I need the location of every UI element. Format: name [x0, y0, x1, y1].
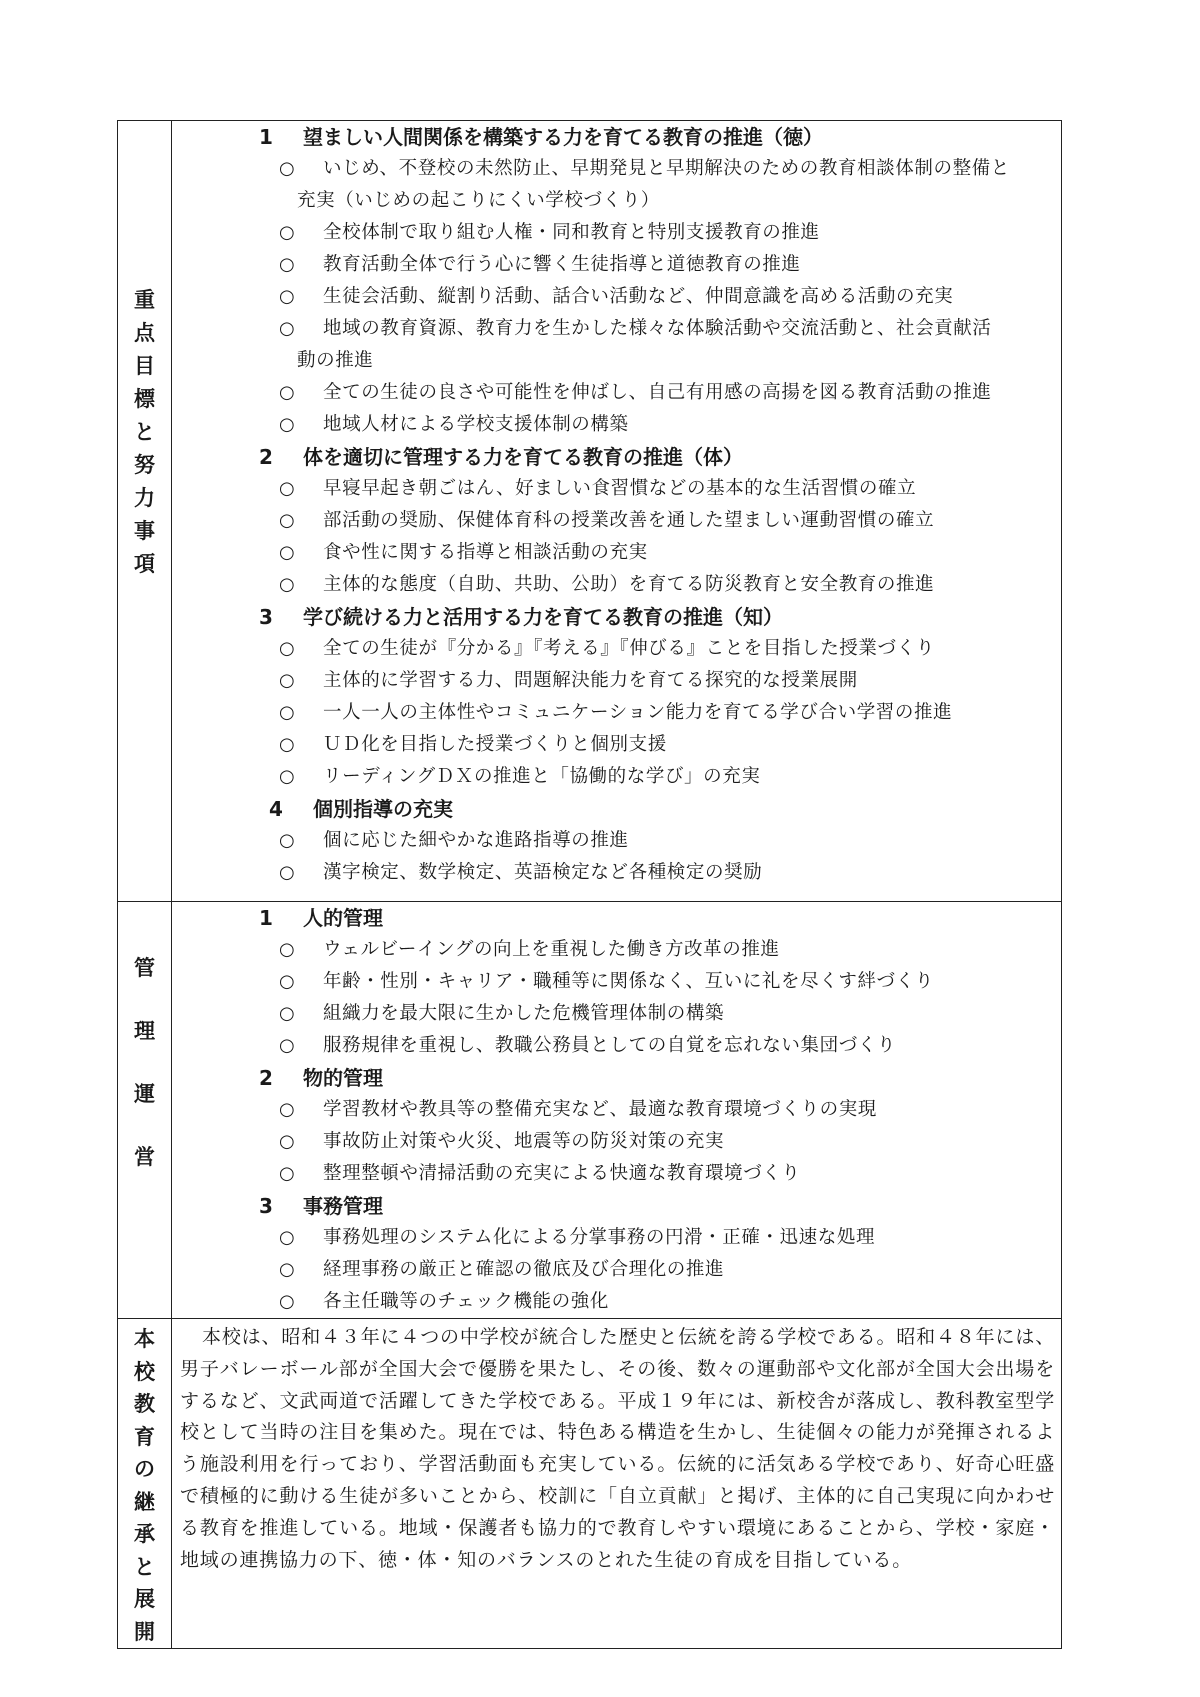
group-heading: 2 物的管理: [259, 1066, 383, 1090]
label-char: と: [134, 420, 155, 444]
list-item: ○ 主体的な態度（自助、共助、公助）を育てる防災教育と安全教育の推進: [172, 569, 1061, 601]
circle-bullet-icon: ○: [279, 670, 295, 691]
circle-bullet-icon: ○: [279, 254, 295, 275]
group-heading: 1 望ましい人間関係を構築する力を育てる教育の推進（徳）: [259, 125, 823, 149]
circle-bullet-icon: ○: [279, 766, 295, 787]
list-item: ○ 整理整頓や清掃活動の充実による快適な教育環境づくり: [172, 1158, 1061, 1190]
section-label-heritage: [118, 1319, 172, 1649]
section-label-priority-goals: [118, 121, 172, 902]
list-item: ○ 年齢・性別・キャリア・職種等に関係なく、互いに礼を尽くす絆づくり: [172, 966, 1061, 998]
label-char: 継: [134, 1489, 155, 1514]
group-heading: 3 事務管理: [259, 1194, 383, 1218]
label-char: 展: [134, 1587, 155, 1611]
circle-bullet-icon: ○: [279, 830, 295, 851]
list-item: ○ 生徒会活動、縦割り活動、話合い活動など、仲間意識を高める活動の充実: [172, 281, 1061, 313]
circle-bullet-icon: ○: [279, 1131, 295, 1152]
circle-bullet-icon: ○: [279, 1291, 295, 1312]
circle-bullet-icon: ○: [279, 862, 295, 883]
circle-bullet-icon: ○: [279, 478, 295, 499]
label-char: 営: [134, 1145, 155, 1169]
section-content-priority-goals: [172, 121, 1062, 902]
label-char: 開: [134, 1619, 155, 1644]
list-item: ○ 漢字検定、数学検定、英語検定など各種検定の奨励: [172, 857, 1061, 889]
group-heading: 1 人的管理: [259, 906, 383, 930]
label-char: と: [134, 1554, 155, 1579]
circle-bullet-icon: ○: [279, 158, 295, 179]
circle-bullet-icon: ○: [279, 382, 295, 403]
circle-bullet-icon: ○: [279, 1035, 295, 1056]
label-char: 管: [134, 956, 155, 980]
list-item: ○ 教育活動全体で行う心に響く生徒指導と道徳教育の推進: [172, 249, 1061, 281]
group-heading: 2 体を適切に管理する力を育てる教育の推進（体）: [259, 445, 743, 469]
circle-bullet-icon: ○: [279, 1003, 295, 1024]
list-item: ○ 経理事務の厳正と確認の徹底及び合理化の推進: [172, 1254, 1061, 1286]
circle-bullet-icon: ○: [279, 542, 295, 563]
circle-bullet-icon: ○: [279, 1163, 295, 1184]
list-item: ○ 個に応じた細やかな進路指導の推進: [172, 825, 1061, 857]
label-char: 力: [134, 486, 155, 510]
circle-bullet-icon: ○: [279, 734, 295, 755]
list-item: ○ 事務処理のシステム化による分掌事務の円滑・正確・迅速な処理: [172, 1222, 1061, 1254]
section-heritage: [118, 1319, 1062, 1649]
section-management: [118, 902, 1062, 1319]
circle-bullet-icon: ○: [279, 1227, 295, 1248]
circle-bullet-icon: ○: [279, 222, 295, 243]
label-char: 教: [134, 1392, 155, 1416]
circle-bullet-icon: ○: [279, 971, 295, 992]
label-char: 運: [134, 1082, 155, 1106]
circle-bullet-icon: ○: [279, 414, 295, 435]
label-char: 本: [134, 1327, 155, 1351]
circle-bullet-icon: ○: [279, 286, 295, 307]
section-content-heritage: [172, 1319, 1062, 1649]
circle-bullet-icon: ○: [279, 1259, 295, 1280]
label-char: 目: [134, 354, 155, 378]
label-char: の: [134, 1457, 155, 1481]
list-item: ○ リーディングＤＸの推進と「協働的な学び」の充実: [172, 761, 1061, 793]
label-char: 標: [134, 387, 155, 411]
list-item: ○ 全ての生徒の良さや可能性を伸ばし、自己有用感の高揚を図る教育活動の推進: [172, 377, 1061, 409]
list-item: ○ ウェルビーイングの向上を重視した働き方改革の推進: [172, 934, 1061, 966]
list-item: ○ 学習教材や教具等の整備充実など、最適な教育環境づくりの実現: [172, 1094, 1061, 1126]
list-item: ○ 事故防止対策や火災、地震等の防災対策の充実: [172, 1126, 1061, 1158]
section-label-management: [118, 902, 172, 1319]
circle-bullet-icon: ○: [279, 638, 295, 659]
label-char: 承: [134, 1522, 155, 1546]
label-char: 努: [134, 453, 155, 477]
list-item: ○ ＵＤ化を目指した授業づくりと個別支援: [172, 729, 1061, 761]
label-char: 育: [134, 1424, 155, 1449]
circle-bullet-icon: ○: [279, 1099, 295, 1120]
list-item: ○ 全ての生徒が『分かる』『考える』『伸びる』ことを目指した授業づくり: [172, 633, 1061, 665]
section-priority-goals: [118, 121, 1062, 902]
label-char: 点: [134, 321, 155, 345]
section-content-management: [172, 902, 1062, 1319]
label-char: 校: [134, 1359, 155, 1384]
list-item: ○ 地域人材による学校支援体制の構築: [172, 409, 1061, 441]
label-char: 事: [134, 519, 155, 543]
list-item: ○ 早寝早起き朝ごはん、好ましい食習慣などの基本的な生活習慣の確立: [172, 473, 1061, 505]
list-item: ○ 一人一人の主体性やコミュニケーション能力を育てる学び合い学習の推進: [172, 697, 1061, 729]
group-heading: 3 学び続ける力と活用する力を育てる教育の推進（知）: [259, 605, 783, 629]
circle-bullet-icon: ○: [279, 318, 295, 339]
list-item: ○ 部活動の奨励、保健体育科の授業改善を通した望ましい運動習慣の確立: [172, 505, 1061, 537]
circle-bullet-icon: ○: [279, 702, 295, 723]
list-item: ○ 組織力を最大限に生かした危機管理体制の構築: [172, 998, 1061, 1030]
label-char: 理: [134, 1019, 155, 1043]
list-item: ○ 全校体制で取り組む人権・同和教育と特別支援教育の推進: [172, 217, 1061, 249]
plan-table: [117, 120, 1062, 1649]
heritage-paragraph: 本校は、昭和４３年に４つの中学校が統合した歴史と伝統を誇る学校である。昭和４８年には、男子バレーボール部が全国大会で優勝を果たし、その後、数々の運動部や文化部が全国大会出場をするなど、文武両道で活躍してきた学校である。平成１９年には、新校舎が落成し、教科教室型学校として当時の注目を集めた。現在では、特色ある構造を生かし、生徒個々の能力が発揮されるよう施設利用を行っており、学習活動面も充実している。伝統的に活気ある学校であり、好奇心旺盛で積極的に動ける生徒が多いことから、校訓に「自立貢献」と掲げ、主体的に自己実現に向かわせる教育を推進している。地域・保護者も協力的で教育しやすい環境にあることから、学校・家庭・地域の連携協力の下、徳・体・知のバランスのとれた生徒の育成を目指している。: [180, 1326, 1055, 1571]
circle-bullet-icon: ○: [279, 939, 295, 960]
list-item: ○ 主体的に学習する力、問題解決能力を育てる探究的な授業展開: [172, 665, 1061, 697]
circle-bullet-icon: ○: [279, 574, 295, 595]
circle-bullet-icon: ○: [279, 510, 295, 531]
label-char: 項: [134, 552, 155, 576]
group-heading: 4 個別指導の充実: [269, 797, 453, 821]
list-item: ○ 地域の教育資源、教育力を生かした様々な体験活動や交流活動と、社会貢献活 動の推進: [172, 313, 1061, 377]
list-item: ○ いじめ、不登校の未然防止、早期発見と早期解決のための教育相談体制の整備と 充実（いじめの起こりにくい学校づくり）: [172, 153, 1061, 217]
label-char: 重: [134, 288, 155, 312]
list-item: ○ 食や性に関する指導と相談活動の充実: [172, 537, 1061, 569]
list-item: ○ 服務規律を重視し、教職公務員としての自覚を忘れない集団づくり: [172, 1030, 1061, 1062]
list-item: ○ 各主任職等のチェック機能の強化: [172, 1286, 1061, 1318]
